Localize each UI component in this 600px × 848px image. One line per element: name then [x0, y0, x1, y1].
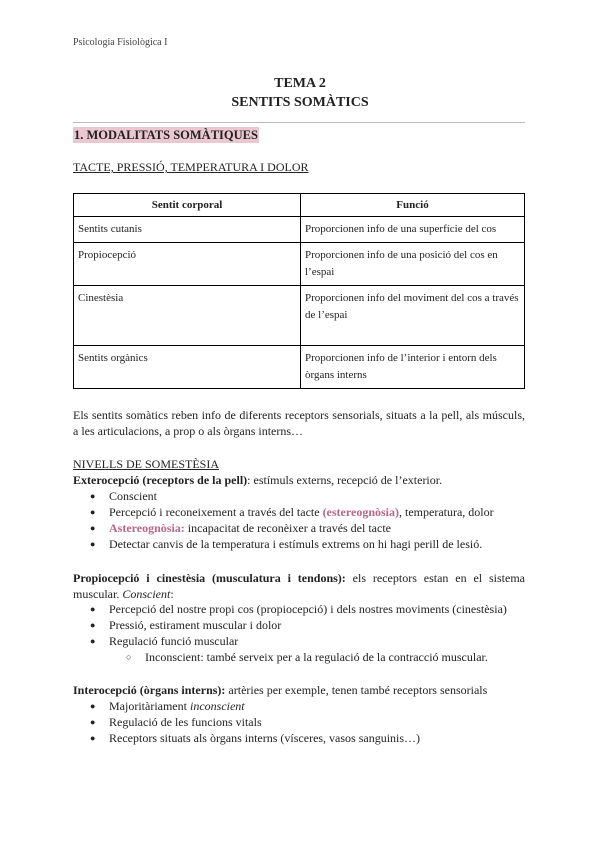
bullet-icon: ●	[90, 717, 96, 727]
table-row	[74, 286, 525, 346]
table-header-row	[74, 194, 525, 217]
table-cell: Proporcionen info de l’interior i entorn dels òrgans interns	[301, 346, 525, 389]
table-row	[74, 243, 525, 286]
bullet-icon: ●	[90, 636, 96, 646]
list-item: ● Regulació funció muscular	[90, 634, 239, 648]
exteroception-desc: : estímuls externs, recepció de l’exterior.	[247, 473, 443, 487]
exteroception-title: Exterocepció (receptors de la pell)	[73, 473, 248, 487]
subheading-touch: TACTE, PRESSIÓ, TEMPERATURA I DOLOR	[73, 160, 309, 174]
bullet-icon: ●	[90, 733, 96, 743]
list-item: ● Detectar canvis de la temperatura i estímuls extrems on hi hagi perill de lesió.	[90, 537, 483, 551]
table-cell: Cinestèsia	[74, 286, 301, 346]
proprioception-heading: Propiocepció i cinestèsia (musculatura i tendons): els receptors estan en el sistema muscular. Conscient:	[73, 571, 525, 601]
table-header-cell: Funció	[301, 194, 525, 217]
proprioception-title: Propiocepció i cinestèsia (musculatura i tendons):	[73, 571, 346, 585]
topic-title: SENTITS SOMÀTICS	[231, 95, 369, 110]
intro-paragraph: Els sentits somàtics reben info de diferents receptors sensorials, situats a la pell, als músculs, a les articulacions, a prop o als òrgans interns…	[73, 408, 525, 438]
senses-table	[73, 193, 525, 389]
table-header-cell: Sentit corporal	[74, 194, 301, 217]
interoception-title: Interocepció (òrgans interns):	[73, 683, 226, 697]
table-cell: Propiocepció	[74, 243, 301, 286]
section-heading: 1. MODALITATS SOMÀTIQUES	[74, 128, 258, 142]
list-item: ● Astereognòsia: incapacitat de reconèixer a través del tacte	[90, 521, 391, 535]
list-item-sub: ○ Inconscient: també serveix per a la regulació de la contracció muscular.	[126, 650, 488, 664]
title-divider	[73, 122, 525, 123]
running-header: Psicologia Fisiològica I	[73, 37, 168, 48]
list-item: ● Percepció del nostre propi cos (propiocepció) i dels nostres moviments (cinestèsia)	[90, 602, 507, 616]
table-cell: Proporcionen info del moviment del cos a través de l’espai	[301, 286, 525, 346]
list-item: ● Receptors situats als òrgans interns (vísceres, vasos sanguinis…)	[90, 731, 421, 745]
table-cell: Sentits orgànics	[74, 346, 301, 389]
exteroception-list	[73, 488, 525, 552]
bullet-icon: ●	[90, 523, 96, 533]
bullet-icon: ●	[90, 604, 96, 614]
interoception-list	[73, 698, 525, 746]
list-item: ● Regulació de les funcions vitals	[90, 715, 262, 729]
table-row	[74, 346, 525, 389]
list-item: ● Pressió, estirament muscular i dolor	[90, 618, 282, 632]
bullet-icon: ●	[90, 507, 96, 517]
sub-bullet-icon: ○	[126, 652, 132, 662]
interoception-heading: Interocepció (òrgans interns): artèries per exemple, tenen també receptors sensorials	[73, 683, 488, 697]
term-astereognosis: Astereognòsia:	[109, 521, 185, 535]
subheading-levels: NIVELLS DE SOMESTÈSIA	[73, 457, 219, 471]
table-cell: Sentits cutanis	[74, 217, 301, 243]
table-row	[74, 217, 525, 243]
bullet-icon: ●	[90, 539, 96, 549]
table-cell: Proporcionen info de una superfície del cos	[301, 217, 525, 243]
bullet-icon: ●	[90, 701, 96, 711]
bullet-icon: ●	[90, 620, 96, 630]
bullet-icon: ●	[90, 491, 96, 501]
list-item: ● Conscient	[90, 489, 157, 503]
table-cell: Proporcionen info de una posició del cos en l’espai	[301, 243, 525, 286]
term-stereognosis: (estereognòsia)	[322, 505, 399, 519]
topic-number: TEMA 2	[274, 76, 326, 91]
list-item: ● Majoritàriament inconscient	[90, 699, 245, 713]
proprioception-list	[73, 601, 525, 665]
exteroception-heading	[73, 472, 525, 488]
list-item: ● Percepció i reconeixement a través del tacte (estereognòsia), temperatura, dolor	[90, 505, 494, 519]
